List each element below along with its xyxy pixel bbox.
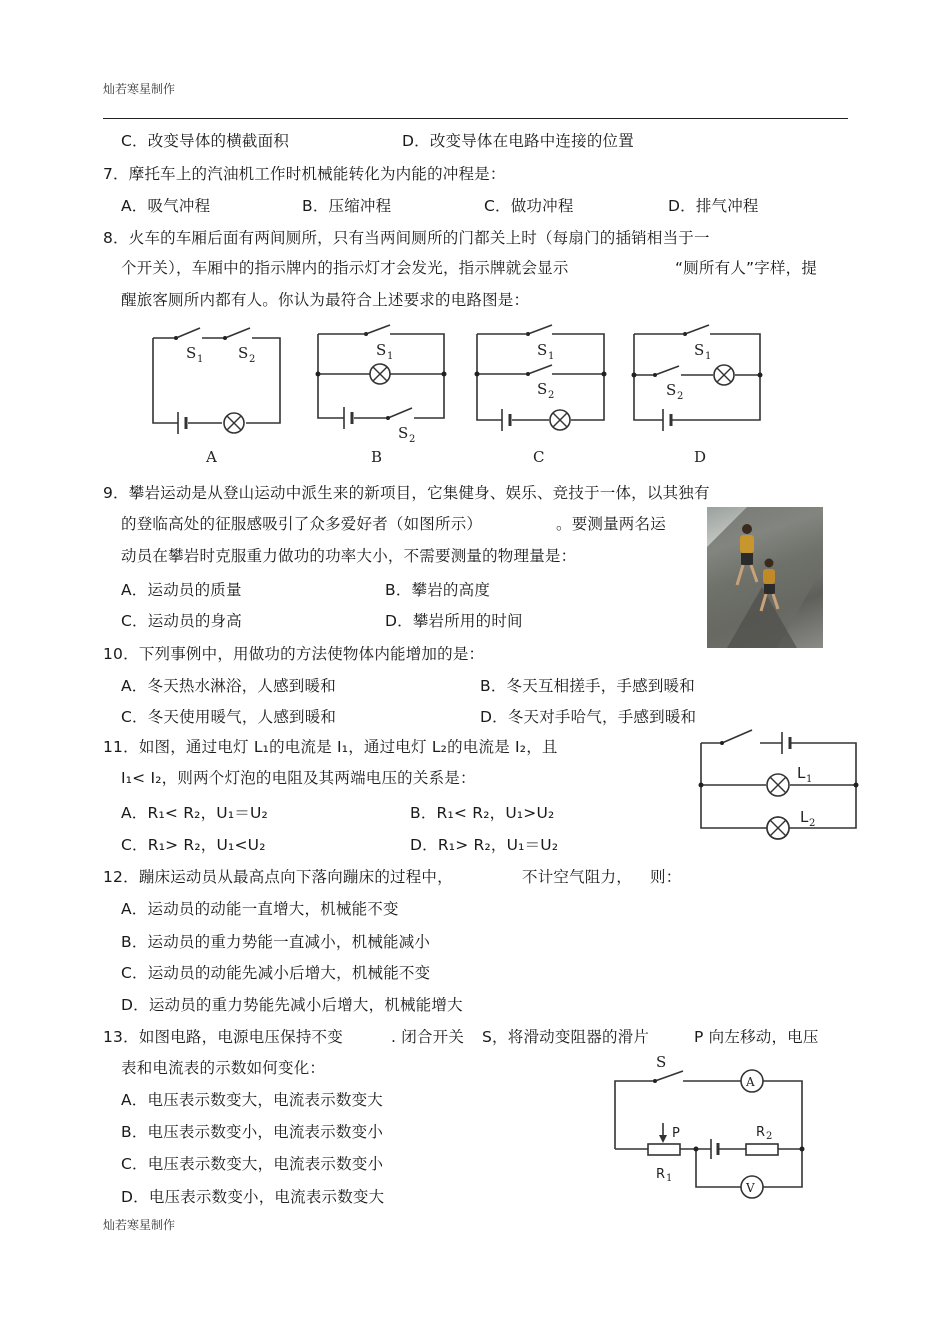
circuit-label-b: B	[371, 448, 383, 466]
q11-option-d: D．R₁> R₂，U₁＝U₂	[410, 836, 559, 854]
q13-line1c: S，将滑动变阻器的滑片	[482, 1028, 650, 1046]
q12-stem-b: 不计空气阻力，	[522, 868, 632, 886]
q11-line1: 11．如图，通过电灯 L₁的电流是 I₁，通过电灯 L₂的电流是 I₂，且	[103, 738, 558, 756]
q12-option-d: D．运动员的重力势能先减小后增大，机械能增大	[121, 996, 463, 1014]
q13-line1d: P 向左移动，电压	[694, 1028, 819, 1046]
q9-line2b: 。要测量两名运	[556, 515, 666, 533]
q11-fig-l1: L	[797, 764, 806, 782]
circuit-a-s2: S	[238, 344, 249, 362]
q8-line2b: “厕所有人”字样，提	[675, 259, 818, 277]
q13-line2: 表和电流表的示数如何变化：	[121, 1059, 326, 1077]
page-footer: 灿若寒星制作	[103, 1218, 176, 1232]
q13-fig-r2: R	[756, 1125, 766, 1140]
circuit-label-d: D	[694, 448, 707, 466]
q12-option-b: B．运动员的重力势能一直减小，机械能减小	[121, 933, 431, 951]
circuit-d-s2: S	[666, 381, 677, 399]
q11-option-b: B．R₁< R₂，U₁>U₂	[410, 804, 555, 822]
q12-option-c: C．运动员的动能先减小后增大，机械能不变	[121, 964, 431, 982]
q9-line2: 的登临高处的征服感吸引了众多爱好者（如图所示）	[121, 515, 483, 533]
q12-stem: 12．蹦床运动员从最高点向下落向蹦床的过程中，	[103, 868, 453, 886]
q13-line1b: . 闭合开关	[391, 1028, 465, 1046]
svg-text:2: 2	[766, 1131, 773, 1142]
circuit-b-s1: S	[376, 341, 387, 359]
q7-option-b: B．压缩冲程	[302, 197, 392, 215]
q8-line1: 8．火车的车厢后面有两间厕所，只有当两间厕所的门都关上时（每扇门的插销相当于一	[103, 229, 710, 247]
q13-option-c: C．电压表示数变大，电流表示数变小	[121, 1155, 384, 1173]
q13-fig-ammeter: A	[746, 1075, 755, 1089]
q13-fig-p: P	[672, 1126, 680, 1141]
prev-option-d: D．改变导体在电路中连接的位置	[402, 132, 634, 150]
svg-text:1: 1	[705, 351, 712, 362]
prev-option-c: C．改变导体的横截面积	[121, 132, 290, 150]
q11-fig-l2: L	[800, 808, 809, 826]
svg-text:2: 2	[677, 391, 684, 402]
q10-option-b: B．冬天互相搓手，手感到暖和	[480, 677, 695, 695]
circuit-c-s2: S	[537, 380, 548, 398]
q10-option-d: D．冬天对手哈气，手感到暖和	[480, 708, 697, 726]
q13-option-d: D．电压表示数变小，电流表示数变大	[121, 1188, 385, 1206]
q13-line1: 13．如图电路，电源电压保持不变	[103, 1028, 343, 1046]
svg-text:2: 2	[548, 390, 555, 401]
q13-fig-switch-label: S	[656, 1053, 667, 1071]
q10-option-a: A．冬天热水淋浴，人感到暖和	[121, 677, 336, 695]
q9-line3: 动员在攀岩时克服重力做功的功率大小，不需要测量的物理量是：	[121, 547, 577, 565]
q13-option-a: A．电压表示数变大，电流表示数变大	[121, 1091, 384, 1109]
q9-option-d: D．攀岩所用的时间	[385, 612, 523, 630]
q11-option-a: A．R₁< R₂，U₁＝U₂	[121, 804, 268, 822]
q7-stem: 7．摩托车上的汽油机工作时机械能转化为内能的冲程是：	[103, 165, 506, 183]
q12-stem-c: 则：	[650, 868, 682, 886]
q9-option-a: A．运动员的质量	[121, 581, 242, 599]
q7-option-c: C．做功冲程	[484, 197, 574, 215]
q10-option-c: C．冬天使用暖气，人感到暖和	[121, 708, 337, 726]
q7-option-d: D．排气冲程	[668, 197, 759, 215]
circuit-label-c: C	[533, 448, 545, 466]
svg-text:1: 1	[666, 1173, 673, 1184]
q8-line3: 醒旅客厕所内都有人。你认为最符合上述要求的电路图是：	[121, 291, 530, 309]
q13-fig-r1: R	[656, 1167, 666, 1182]
circuit-d-s1: S	[694, 341, 705, 359]
q8-line2: 个开关），车厢中的指示牌内的指示灯才会发光，指示牌就会显示	[121, 259, 569, 277]
q11-line2: I₁< I₂，则两个灯泡的电阻及其两端电压的关系是：	[121, 769, 476, 787]
q9-line1: 9．攀岩运动是从登山运动中派生来的新项目，它集健身、娱乐、竞技于一体，以其独有	[103, 484, 710, 502]
q13-fig-voltmeter: V	[746, 1181, 755, 1195]
q9-option-b: B．攀岩的高度	[385, 581, 491, 599]
q10-stem: 10．下列事例中，用做功的方法使物体内能增加的是：	[103, 645, 485, 663]
page-header: 灿若寒星制作	[103, 82, 176, 96]
q11-option-c: C．R₁> R₂，U₁<U₂	[121, 836, 266, 854]
q7-option-a: A．吸气冲程	[121, 197, 211, 215]
circuit-a-s1: S	[186, 344, 197, 362]
q12-option-a: A．运动员的动能一直增大，机械能不变	[121, 900, 399, 918]
svg-text:2: 2	[809, 818, 816, 829]
q9-option-c: C．运动员的身高	[121, 612, 242, 630]
svg-text:2: 2	[409, 434, 416, 445]
circuit-label-a: A	[206, 448, 217, 466]
q13-option-b: B．电压表示数变小，电流表示数变小	[121, 1123, 384, 1141]
svg-text:1: 1	[197, 354, 204, 365]
svg-text:1: 1	[548, 351, 555, 362]
circuit-b-s2: S	[398, 424, 409, 442]
svg-text:2: 2	[249, 354, 256, 365]
svg-text:1: 1	[387, 351, 394, 362]
circuit-c-s1: S	[537, 341, 548, 359]
svg-text:1: 1	[806, 774, 813, 785]
